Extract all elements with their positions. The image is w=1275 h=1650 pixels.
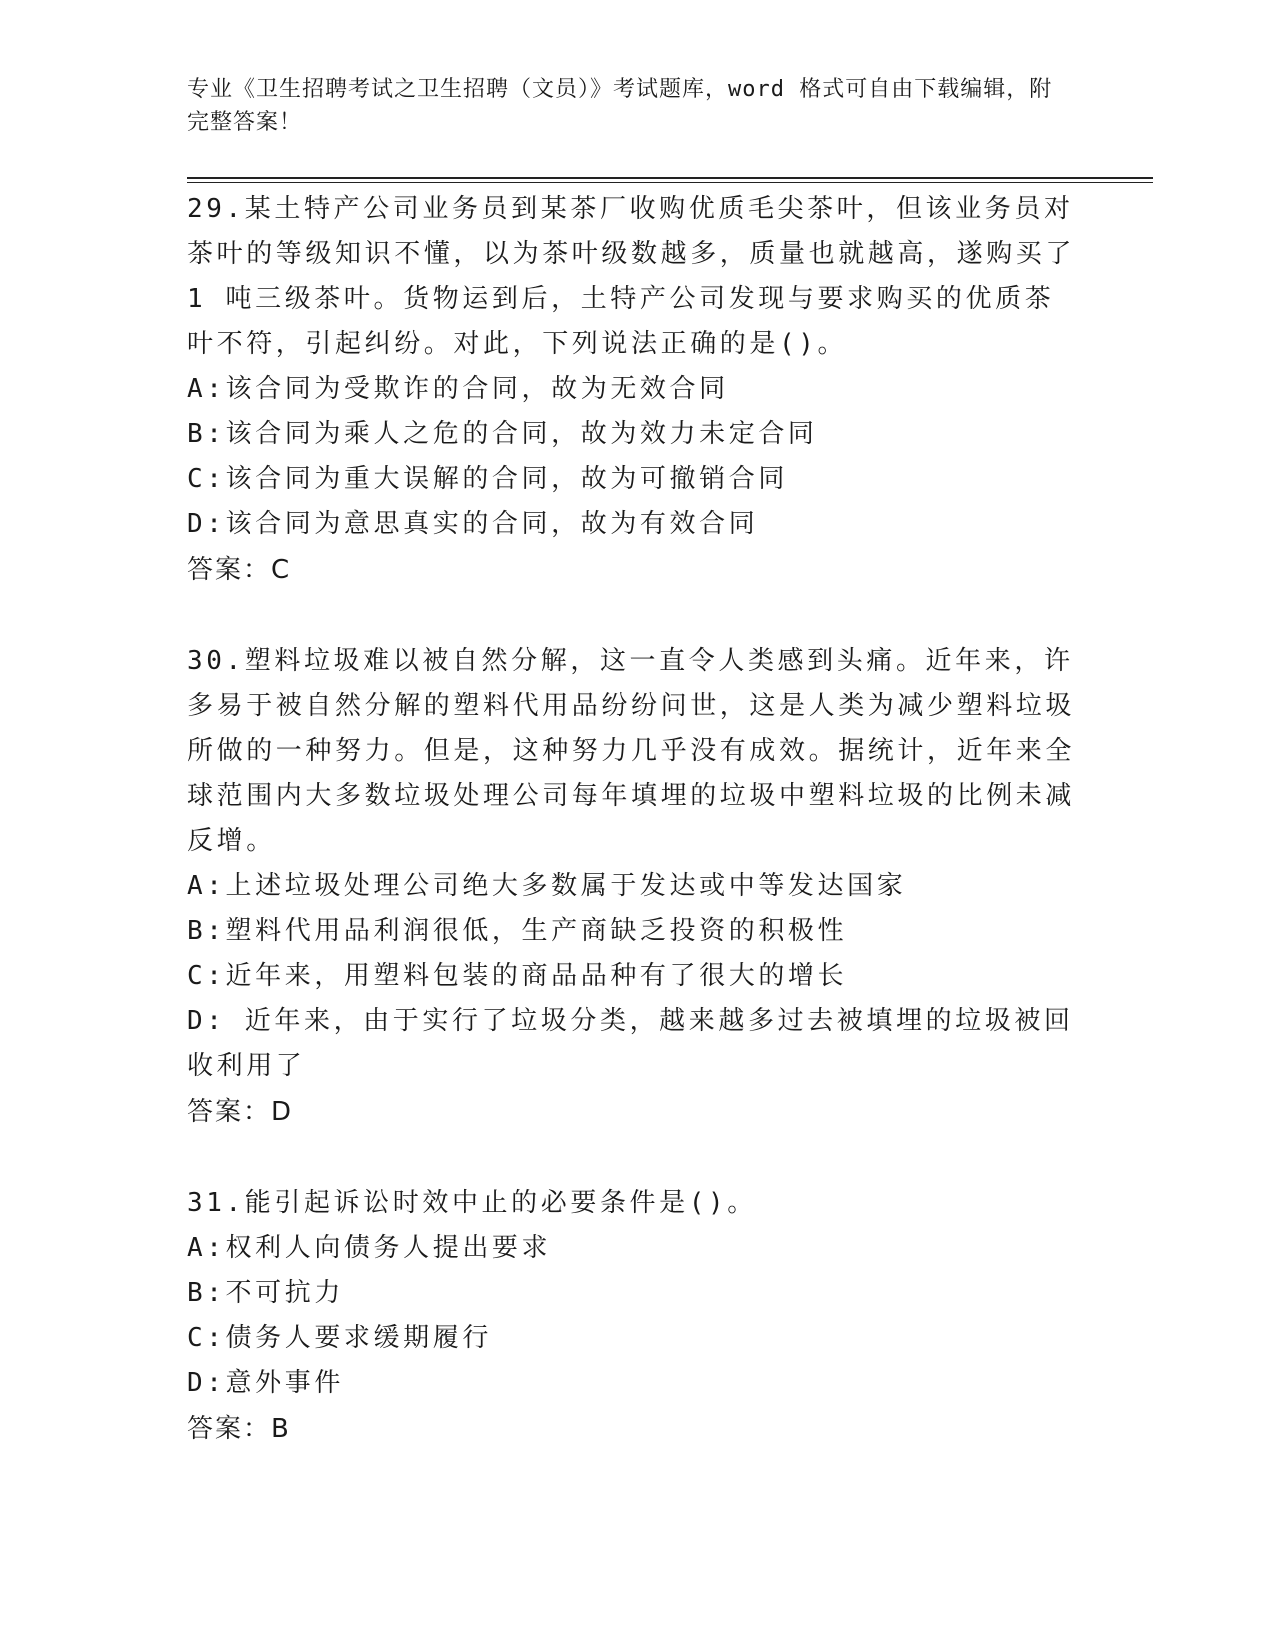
question-stem: 31.能引起诉讼时效中止的必要条件是()。	[187, 1188, 757, 1218]
option-text: 意外事件	[225, 1368, 344, 1398]
option-b	[187, 909, 1077, 954]
option-text: 权利人向债务人提出要求	[225, 1233, 552, 1263]
spacer	[187, 593, 1077, 639]
document-header: 专业《卫生招聘考试之卫生招聘（文员）》考试题库，word 格式可自由下载编辑，附完整答案！	[187, 77, 1053, 135]
option-key: A:	[187, 1233, 226, 1263]
option-key: D:	[187, 509, 226, 539]
option-key: B:	[187, 419, 226, 449]
question-29	[187, 187, 1077, 593]
option-a	[187, 1226, 1077, 1271]
question-30	[187, 639, 1077, 1135]
spacer	[187, 1135, 1077, 1181]
header-divider-thick	[187, 177, 1153, 179]
option-key: C:	[187, 464, 226, 494]
option-d	[187, 502, 1077, 547]
option-c	[187, 954, 1077, 999]
option-d	[187, 999, 1077, 1089]
option-b	[187, 1271, 1077, 1316]
question-stem: 29.某土特产公司业务员到某茶厂收购优质毛尖茶叶，但该业务员对茶叶的等级知识不懂，以为茶叶级数越多，质量也就越高，遂购买了 1 吨三级茶叶。货物运到后，土特产公司发现与要求购买的优质茶叶不符，引起纠纷。对此，下列说法正确的是()。	[187, 194, 1076, 359]
header-divider-thin	[187, 182, 1153, 183]
option-text: 上述垃圾处理公司绝大多数属于发达或中等发达国家	[225, 871, 907, 901]
option-key: C:	[187, 961, 226, 991]
option-key: D:	[187, 1368, 226, 1398]
option-text: 该合同为重大误解的合同，故为可撤销合同	[225, 464, 788, 494]
option-a	[187, 864, 1077, 909]
answer-line: 答案：B	[187, 1414, 291, 1444]
question-31	[187, 1181, 1077, 1452]
option-key: A:	[187, 871, 226, 901]
option-text: 不可抗力	[225, 1278, 344, 1308]
option-key: B:	[187, 1278, 226, 1308]
question-stem: 30.塑料垃圾难以被自然分解，这一直令人类感到头痛。近年来，许多易于被自然分解的塑料代用品纷纷问世，这是人类为减少塑料垃圾所做的一种努力。但是，这种努力几乎没有成效。据统计，近年来全球范围内大多数垃圾处理公司每年填埋的垃圾中塑料垃圾的比例未减反增。	[187, 646, 1076, 856]
option-text: 该合同为受欺诈的合同，故为无效合同	[225, 374, 729, 404]
question-list	[187, 187, 1077, 1452]
option-text: 该合同为乘人之危的合同，故为效力未定合同	[225, 419, 818, 449]
option-d	[187, 1361, 1077, 1406]
option-c	[187, 1316, 1077, 1361]
option-key: C:	[187, 1323, 226, 1353]
option-a	[187, 367, 1077, 412]
option-text: 该合同为意思真实的合同，故为有效合同	[225, 509, 759, 539]
option-text: 塑料代用品利润很低，生产商缺乏投资的积极性	[225, 916, 848, 946]
option-key: B:	[187, 916, 226, 946]
option-key: D:	[187, 1006, 245, 1036]
answer-line: 答案：C	[187, 555, 292, 585]
option-c	[187, 457, 1077, 502]
option-text: 近年来，用塑料包装的商品品种有了很大的增长	[225, 961, 848, 991]
option-text: 近年来，由于实行了垃圾分类，越来越多过去被填埋的垃圾被回收利用了	[187, 1006, 1074, 1081]
option-text: 债务人要求缓期履行	[225, 1323, 492, 1353]
answer-line: 答案：D	[187, 1097, 294, 1127]
option-key: A:	[187, 374, 226, 404]
option-b	[187, 412, 1077, 457]
